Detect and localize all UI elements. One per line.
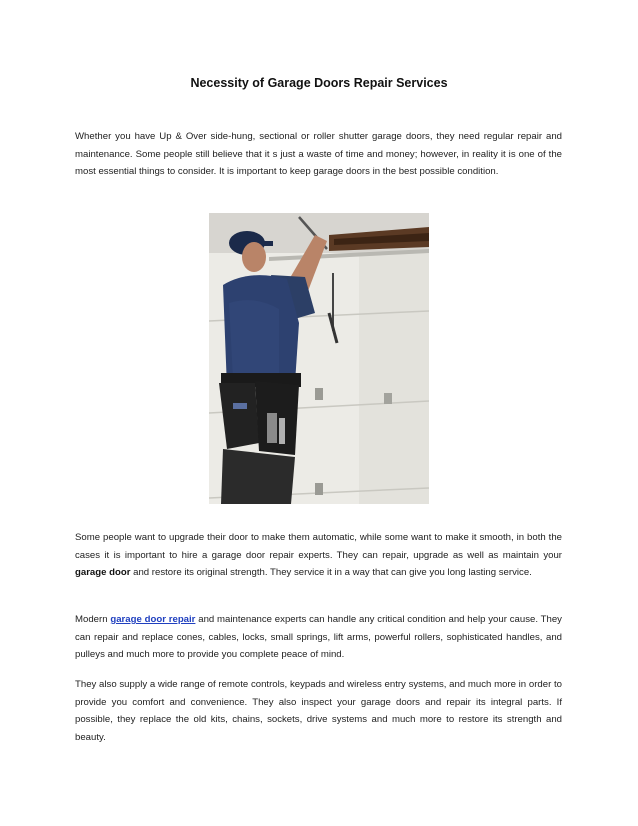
bold-garage-door: garage door [75, 567, 131, 579]
photo-technician-repairing-garage-door [209, 213, 429, 504]
paragraph-experts [75, 611, 562, 664]
paragraph-experts-text-end: and maintenance experts can handle any critical condition and help your cause. They can repair and replace cones, cables, locks, small springs, lift arms, powerful rollers, sophisticated handles, and pulleys and much more to provide you complete peace of mind. [75, 614, 562, 661]
paragraph-intro: Whether you have Up & Over side-hung, sectional or roller shutter garage doors, they need regular repair and maintenance. Some people still believe that it s just a waste of time and money; however, in reality it is one of the most essential things to consider. It is important to keep garage doors in the best possible condition. [75, 131, 562, 178]
paragraph-experts-text: Modern [75, 614, 111, 625]
page-title: Necessity of Garage Doors Repair Services [190, 76, 448, 90]
paragraph-upgrade-text-end: and restore its original strength. They service it in a way that can give you long lasting service. [130, 567, 532, 579]
garage-door-repair-link[interactable]: garage door repair [110, 614, 196, 625]
paragraph-upgrade [75, 529, 562, 582]
paragraph-remote-controls: They also supply a wide range of remote controls, keypads and wireless entry systems, and much more in order to provide you comfort and convenience. They also inspect your garage doors and repair its integral parts. If possible, they replace the old kits, chains, sockets, drive systems and much more to restore its strength and beauty. [75, 679, 562, 743]
paragraph-upgrade-text: Some people want to upgrade their door to make them automatic, while some want to make it smooth, in both the cases it is important to hire a garage door repair experts. They can repair, upgrade as well as maintain your [75, 532, 562, 561]
